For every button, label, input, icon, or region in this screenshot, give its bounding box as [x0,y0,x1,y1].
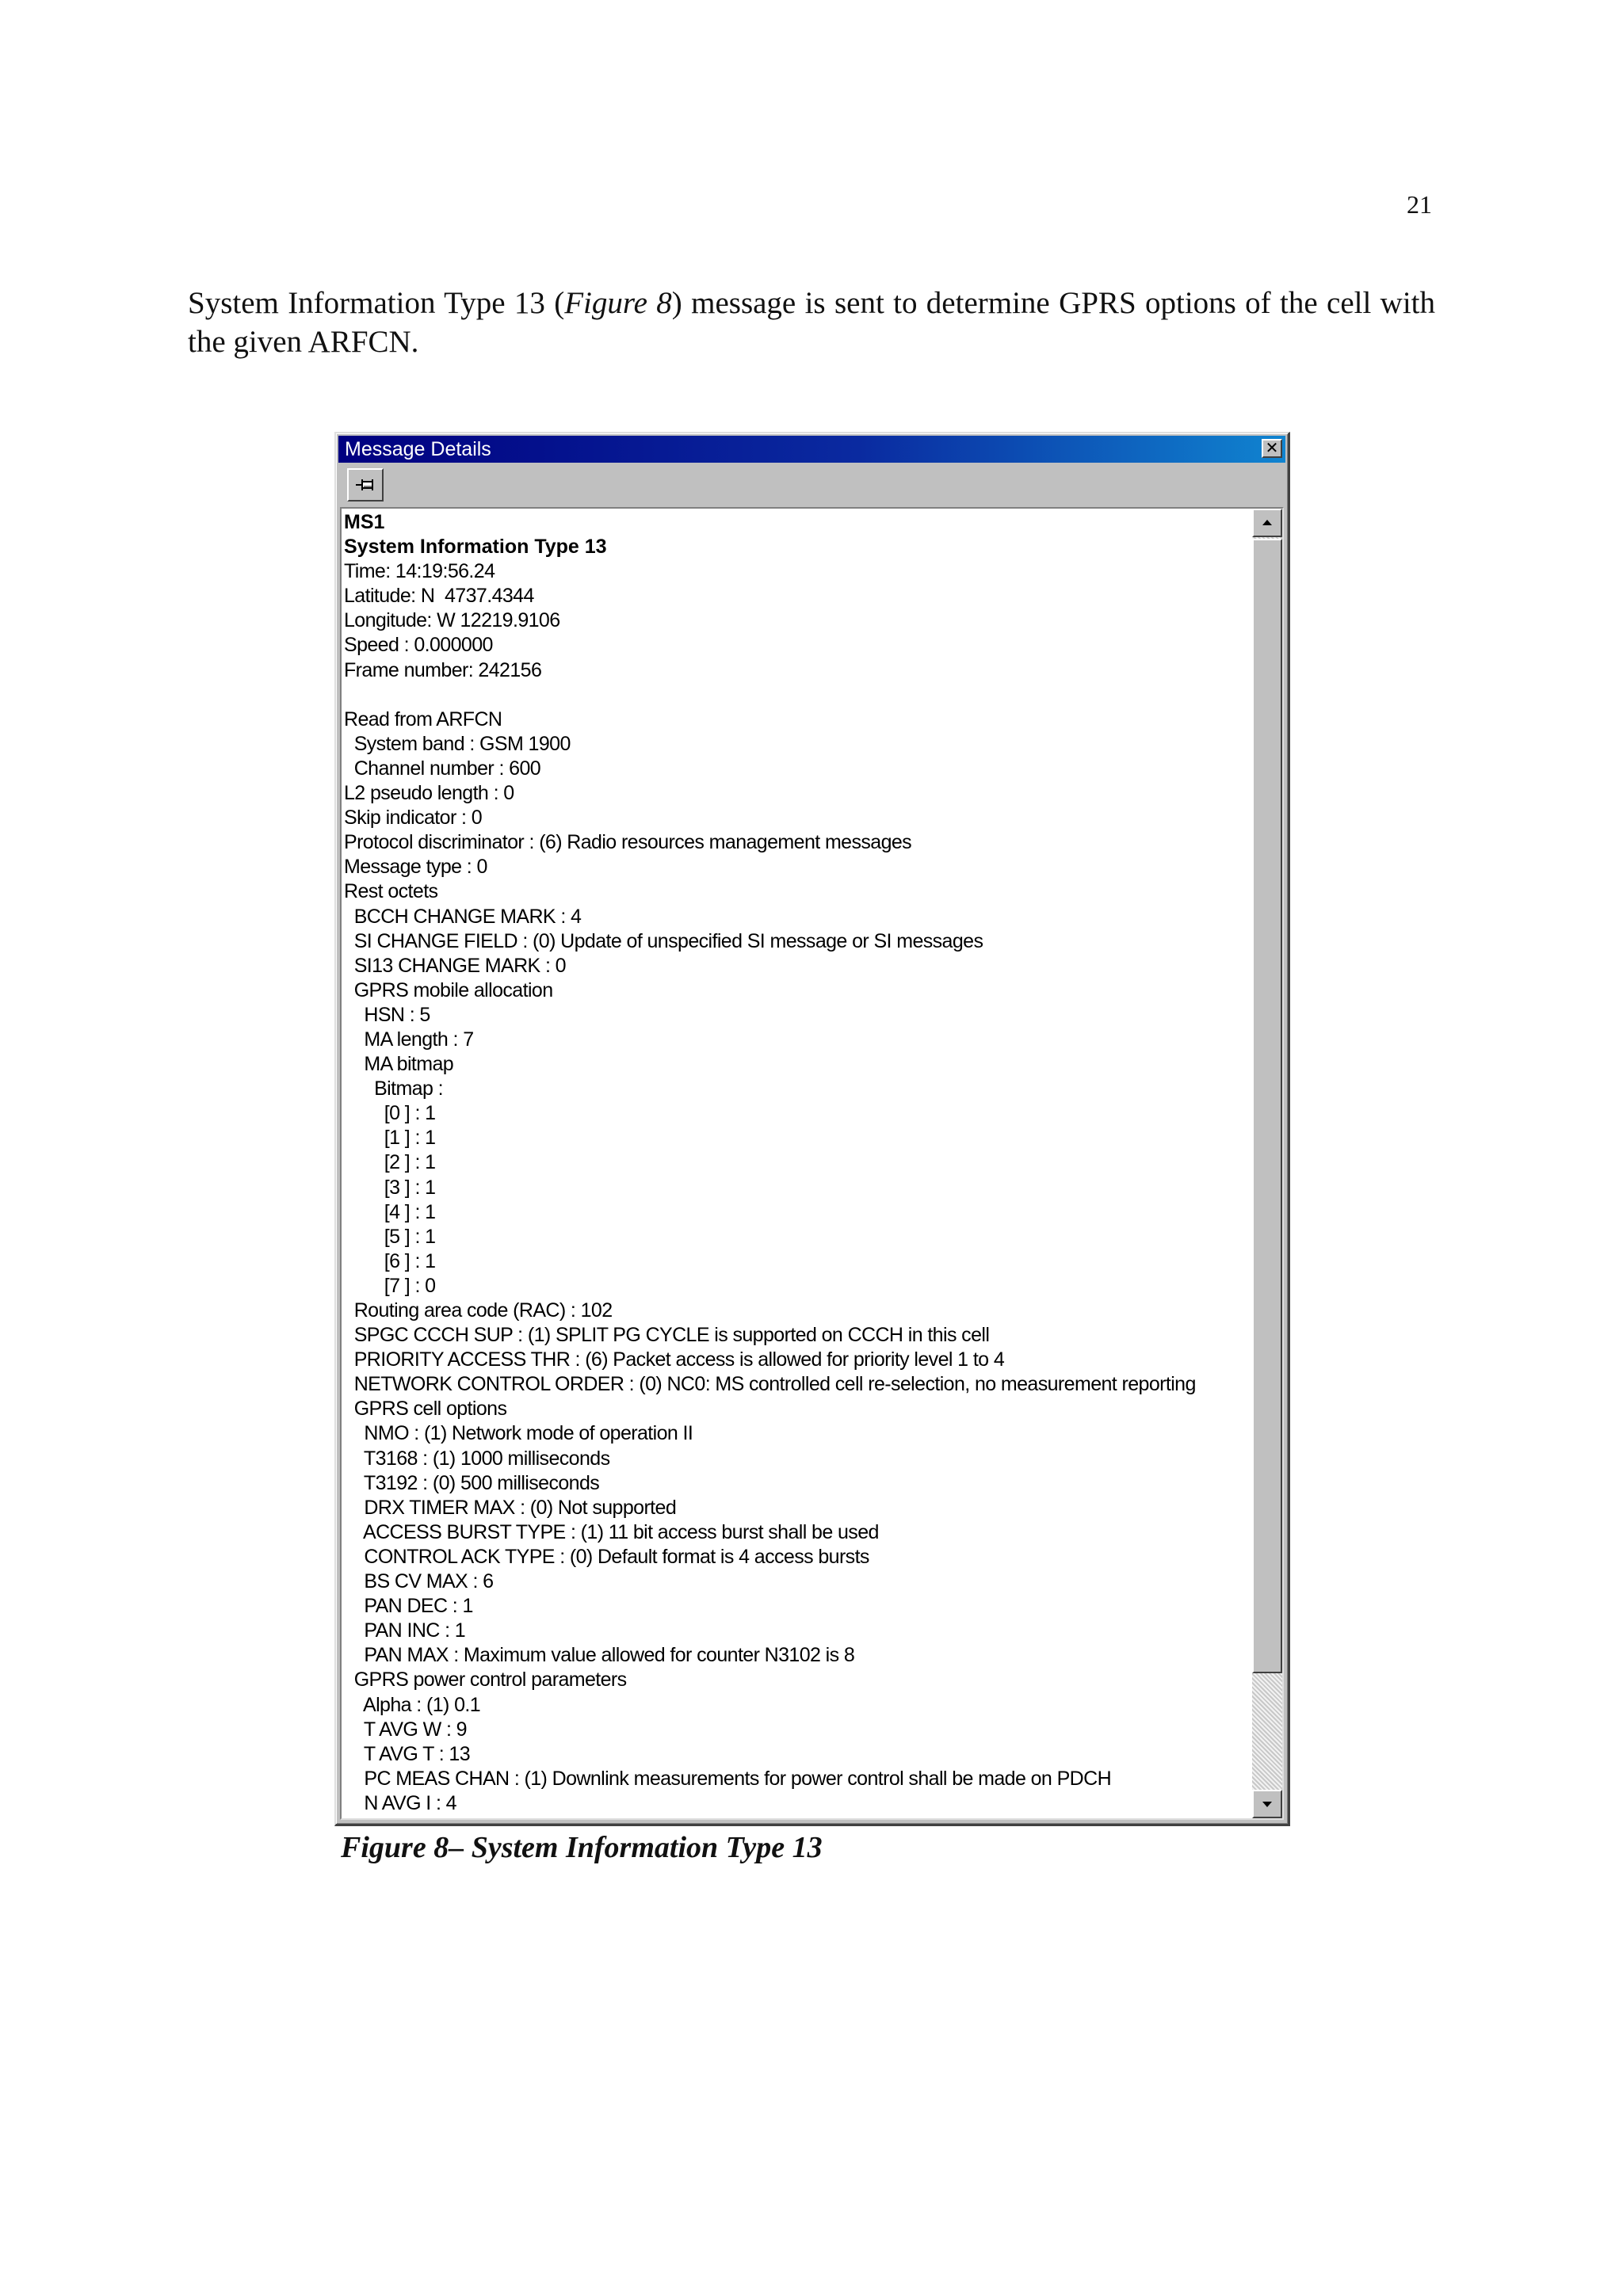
message-line [344,683,1249,707]
message-line: SI CHANGE FIELD : (0) Update of unspecified SI message or SI messages [344,929,983,952]
message-line: Latitude: N 4737.4344 [344,585,534,608]
message-line: MS1 [344,511,385,533]
vertical-scrollbar[interactable] [1252,509,1282,1818]
intro-figure-ref: Figure 8 [564,286,672,320]
intro-text-after: ) message is sent to determine GPRS options of the cell with the given ARFCN. [188,286,1435,359]
message-line: MA bitmap [344,1053,454,1076]
pin-icon [353,475,377,495]
window-title: Message Details [345,438,491,460]
page-number: 21 [1407,190,1432,219]
message-line: Speed : 0.000000 [344,634,493,657]
window-toolbar [338,464,1285,505]
message-line: Routing area code (RAC) : 102 [344,1299,613,1322]
message-line: Alpha : (1) 0.1 [344,1693,481,1716]
message-line: Message type : 0 [344,856,487,879]
message-line: T AVG W : 9 [344,1718,467,1741]
message-line: Bitmap : [344,1077,443,1100]
close-button[interactable] [1262,439,1282,458]
message-line: NETWORK CONTROL ORDER : (0) NC0: MS controlled cell re-selection, no measurement reporting [344,1373,1196,1396]
message-line: Protocol discriminator : (6) Radio resources management messages [344,831,912,854]
message-line: PC MEAS CHAN : (1) Downlink measurements for power control shall be made on PDCH [344,1767,1112,1790]
message-line: PRIORITY ACCESS THR : (6) Packet access is allowed for priority level 1 to 4 [344,1348,1005,1371]
message-line: NMO : (1) Network mode of operation II [344,1422,693,1445]
message-line: PAN DEC : 1 [344,1595,473,1618]
message-line: Read from ARFCN [344,707,502,730]
intro-text-before: System Information Type 13 ( [188,286,565,320]
message-content-area[interactable] [340,507,1284,1820]
message-line: DRX TIMER MAX : (0) Not supported [344,1496,677,1519]
message-line: T AVG T : 13 [344,1742,471,1765]
scroll-up-button[interactable] [1252,509,1282,537]
message-line: Skip indicator : 0 [344,807,483,830]
message-line: [4 ] : 1 [344,1200,436,1223]
message-text-pane [344,510,1249,1818]
message-line: T3192 : (0) 500 milliseconds [344,1471,600,1494]
message-line: BS CV MAX : 6 [344,1570,494,1593]
message-line: Rest octets [344,880,438,903]
intro-paragraph [188,284,1435,361]
close-icon: ✕ [1265,438,1279,457]
message-line: [3 ] : 1 [344,1176,436,1199]
message-line: [0 ] : 1 [344,1102,436,1125]
message-line: Channel number : 600 [344,757,541,780]
message-line: GPRS power control parameters [344,1669,627,1691]
message-line: BCCH CHANGE MARK : 4 [344,905,582,928]
message-line: Frame number: 242156 [344,658,542,681]
message-line: CONTROL ACK TYPE : (0) Default format is 4 access bursts [344,1545,869,1568]
message-line: [7 ] : 0 [344,1274,436,1297]
message-line: MA length : 7 [344,1028,474,1051]
message-line: Time: 14:19:56.24 [344,560,495,583]
arrow-down-icon [1261,1799,1274,1809]
message-line: GPRS cell options [344,1398,507,1421]
scroll-down-button[interactable] [1252,1790,1282,1818]
message-line: N AVG I : 4 [344,1791,456,1814]
message-line: Longitude: W 12219.9106 [344,609,560,632]
message-line: [6 ] : 1 [344,1249,436,1272]
message-line: System Information Type 13 [344,536,607,559]
message-line: SPGC CCCH SUP : (1) SPLIT PG CYCLE is supported on CCCH in this cell [344,1324,990,1347]
message-line: PAN MAX : Maximum value allowed for counter N3102 is 8 [344,1644,855,1667]
message-line: ACCESS BURST TYPE : (1) 11 bit access burst shall be used [344,1520,879,1543]
message-line: PAN INC : 1 [344,1619,466,1642]
message-line: [1 ] : 1 [344,1127,436,1150]
message-line: [2 ] : 1 [344,1151,436,1174]
message-line: SI13 CHANGE MARK : 0 [344,954,566,977]
arrow-up-icon [1261,518,1274,528]
message-line: System band : GSM 1900 [344,732,571,755]
figure-caption: Figure 8– System Information Type 13 [341,1831,823,1864]
message-line: [5 ] : 1 [344,1225,436,1248]
scroll-thumb[interactable] [1252,539,1282,1673]
message-details-window [334,432,1290,1826]
message-line: T3168 : (1) 1000 milliseconds [344,1447,610,1470]
message-line: L2 pseudo length : 0 [344,782,514,805]
pin-button[interactable] [347,468,384,502]
message-line: GPRS mobile allocation [344,978,553,1001]
message-line: HSN : 5 [344,1003,430,1026]
window-titlebar[interactable] [338,436,1285,463]
